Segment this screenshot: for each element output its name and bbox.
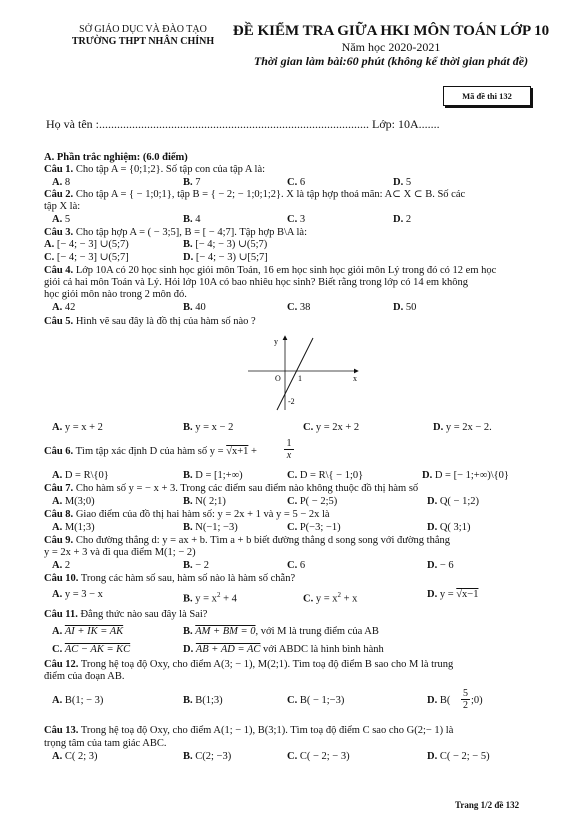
q12-option-b[interactable]: B. B(1;3): [183, 695, 223, 706]
q2-option-d[interactable]: D. 2: [393, 214, 412, 225]
graph-origin-label: O: [275, 374, 281, 383]
q6-fraction: [284, 438, 294, 461]
name-class-line: Họ và tên :.......................................................................................... Lớp: 10A.......: [46, 117, 440, 131]
question-8: Câu 8. Giao điểm của đồ thị hai hàm số: y = 2x + 1 và y = 5 − 2x là: [44, 509, 330, 520]
section-a-title: A. Phần trắc nghiệm: (6.0 điểm): [44, 152, 188, 163]
question-7: Câu 7. Cho hàm số y = − x + 3. Trong các điểm sau điểm nào không thuộc đồ thị hàm số: [44, 483, 419, 494]
q8-option-d[interactable]: D. Q( 3;1): [427, 522, 471, 533]
q6-sqrt: √x+1: [226, 446, 249, 457]
graph-one-label: 1: [298, 374, 302, 383]
q9-option-c[interactable]: C. 6: [287, 560, 306, 571]
q6-option-c[interactable]: C. D = R\{ − 1;0}: [287, 470, 364, 481]
q13-option-b[interactable]: B. C(2; −3): [183, 751, 232, 762]
q9-option-a[interactable]: A. 2: [52, 560, 71, 571]
q11-option-b[interactable]: B. AM + BM = 0, với M là trung điểm của AB: [183, 626, 379, 637]
q12-option-a[interactable]: A. B(1; − 3): [52, 695, 104, 706]
q12-option-d[interactable]: D. B(: [427, 695, 451, 706]
q5-option-c[interactable]: C. y = 2x + 2: [303, 422, 360, 433]
q12-d-fraction: [461, 688, 470, 711]
graph-x-label: x: [353, 374, 357, 383]
q1-option-c[interactable]: C. 6: [287, 177, 306, 188]
header-left: [48, 24, 238, 48]
question-13-cont: trọng tâm của tam giác ABC.: [44, 738, 167, 749]
question-12-cont: điểm của đoạn AB.: [44, 671, 125, 682]
q4-option-b[interactable]: B. 40: [183, 302, 206, 313]
exam-title: ĐỀ KIỂM TRA GIỮA HKI MÔN TOÁN LỚP 10: [232, 23, 550, 39]
question-4-cont: giỏi cả hai môn Toán và Lý. Hỏi lớp 10A có bao nhiêu học sinh? Biết rằng trong lớp có 14 em không: [44, 277, 468, 288]
q10-option-b[interactable]: B. $y = x^2 + 4$: [183, 591, 237, 605]
question-13: Câu 13. Trong hệ toạ độ Oxy, cho điểm A(1; − 1), B(3;1). Tìm toạ độ điểm C sao cho G(2;− 1) là: [44, 725, 454, 736]
q10-option-d[interactable]: D. y = √x−1: [427, 589, 479, 600]
q13-option-d[interactable]: D. C( − 2; − 5): [427, 751, 490, 762]
q9-option-b[interactable]: B. − 2: [183, 560, 210, 571]
q5-option-b[interactable]: B. y = x − 2: [183, 422, 234, 433]
question-11: Câu 11. Đẳng thức nào sau đây là Sai?: [44, 609, 208, 620]
school-name: TRƯỜNG THPT NHÂN CHÍNH: [71, 36, 215, 47]
school-year: Năm học 2020-2021: [341, 40, 441, 54]
q6-fraction-den: x: [286, 450, 292, 461]
q1-option-d[interactable]: D. 5: [393, 177, 412, 188]
q13-option-a[interactable]: A. C( 2; 3): [52, 751, 98, 762]
question-12: Câu 12. Trong hệ toạ độ Oxy, cho điểm A(3; − 1), M(2;1). Tìm toạ độ điểm B sao cho M là trung: [44, 659, 454, 670]
q6-fraction-num: 1: [284, 438, 294, 450]
question-9: Câu 9. Cho đường thẳng d: y = ax + b. Tìm a + b biết đường thẳng d song song với đường thẳng: [44, 535, 450, 546]
function-graph: [240, 332, 370, 412]
q4-option-d[interactable]: D. 50: [393, 302, 417, 313]
q6-option-a[interactable]: A. D = R\{0}: [52, 470, 109, 481]
q8-option-b[interactable]: B. N(−1; −3): [183, 522, 238, 533]
q2-option-c[interactable]: C. 3: [287, 214, 306, 225]
q10-option-c[interactable]: C. $y = x^2 + x$: [303, 591, 358, 605]
q11-option-c[interactable]: C. AC − AK = KC: [52, 644, 131, 655]
graph-y-label: y: [274, 337, 278, 346]
q3-option-a[interactable]: A. [− 4; − 3] ∪(5;7): [44, 239, 129, 250]
q10-option-a[interactable]: A. y = 3 − x: [52, 589, 103, 600]
q11-option-d[interactable]: D. AB + AD = AC với ABDC là hình bình hành: [183, 644, 384, 655]
q1-option-b[interactable]: B. 7: [183, 177, 201, 188]
q6-option-d[interactable]: D. D = [− 1;+∞)\{0}: [422, 470, 509, 481]
q2-option-a[interactable]: A. 5: [52, 214, 71, 225]
q3-option-b[interactable]: B. [− 4; − 3) ∪(5;7): [183, 239, 268, 250]
q12-d-fraction-den: 2: [463, 700, 468, 711]
q7-option-d[interactable]: D. Q( − 1;2): [427, 496, 480, 507]
question-1: Câu 1. Cho tập A = {0;1;2}. Số tập con của tập A là:: [44, 164, 266, 175]
q7-option-b[interactable]: B. N( 2;1): [183, 496, 226, 507]
q4-option-a[interactable]: A. 42: [52, 302, 76, 313]
question-4-cont2: học giỏi môn nào trong 2 môn đó.: [44, 289, 187, 300]
header-right: [226, 22, 556, 68]
graph-line: [277, 338, 313, 410]
q7-option-a[interactable]: A. M(3;0): [52, 496, 95, 507]
question-6: Câu 6. Tìm tập xác định D của hàm số y = √x+1 +: [44, 446, 257, 457]
dept-name: SỞ GIÁO DỤC VÀ ĐÀO TẠO: [79, 24, 207, 35]
q12-d-fraction-num: 5: [463, 688, 468, 699]
q12-option-c[interactable]: C. B( − 1;−3): [287, 695, 345, 706]
question-2: Câu 2. Cho tập A = { − 1;0;1}, tập B = { − 2; − 1;0;1;2}. X là tập hợp thoả mãn: A⊂ X ⊂ B. Số các: [44, 189, 466, 200]
question-2-cont: tập X là:: [44, 201, 81, 212]
graph-neg2-label: -2: [288, 397, 295, 406]
q3-option-c[interactable]: C. [− 4; − 3] ∪(5;7]: [44, 252, 129, 263]
q7-option-c[interactable]: C. P( − 2;5): [287, 496, 338, 507]
question-4: Câu 4. Lớp 10A có 20 học sinh học giỏi môn Toán, 16 em học sinh học giỏi môn Lý trong đó có 12 em học: [44, 265, 497, 276]
q8-option-a[interactable]: A. M(1;3): [52, 522, 95, 533]
q9-option-d[interactable]: D. − 6: [427, 560, 454, 571]
q13-option-c[interactable]: C. C( − 2; − 3): [287, 751, 350, 762]
q12-d-tail: ;0): [471, 695, 483, 706]
question-10: Câu 10. Trong các hàm số sau, hàm số nào là hàm số chẵn?: [44, 573, 296, 584]
time-limit: Thời gian làm bài:60 phút (không kể thời gian phát đề): [253, 54, 529, 68]
q8-option-c[interactable]: C. P(−3; −1): [287, 522, 341, 533]
q11-option-a[interactable]: A. AI + IK = AK: [52, 626, 124, 637]
q5-option-a[interactable]: A. y = x + 2: [52, 422, 103, 433]
q4-option-c[interactable]: C. 38: [287, 302, 311, 313]
q2-option-b[interactable]: B. 4: [183, 214, 201, 225]
page-footer: Trang 1/2 đề 132: [455, 800, 520, 810]
q3-option-d[interactable]: D. [− 4; − 3) ∪[5;7]: [183, 252, 268, 263]
question-3: Câu 3. Cho tập hợp A = ( − 3;5], B = [ − 4;7]. Tập hợp B\A là:: [44, 227, 307, 238]
question-5: Câu 5. Hình vẽ sau đây là đồ thị của hàm số nào ?: [44, 316, 256, 327]
exam-code-box: Mã đề thi 132: [443, 86, 531, 106]
q6-option-b[interactable]: B. D = [1;+∞): [183, 470, 243, 481]
q1-option-a[interactable]: A. 8: [52, 177, 71, 188]
q5-option-d[interactable]: D. y = 2x − 2.: [433, 422, 492, 433]
question-9-cont: y = 2x + 3 và đi qua điểm M(1; − 2): [44, 547, 196, 558]
